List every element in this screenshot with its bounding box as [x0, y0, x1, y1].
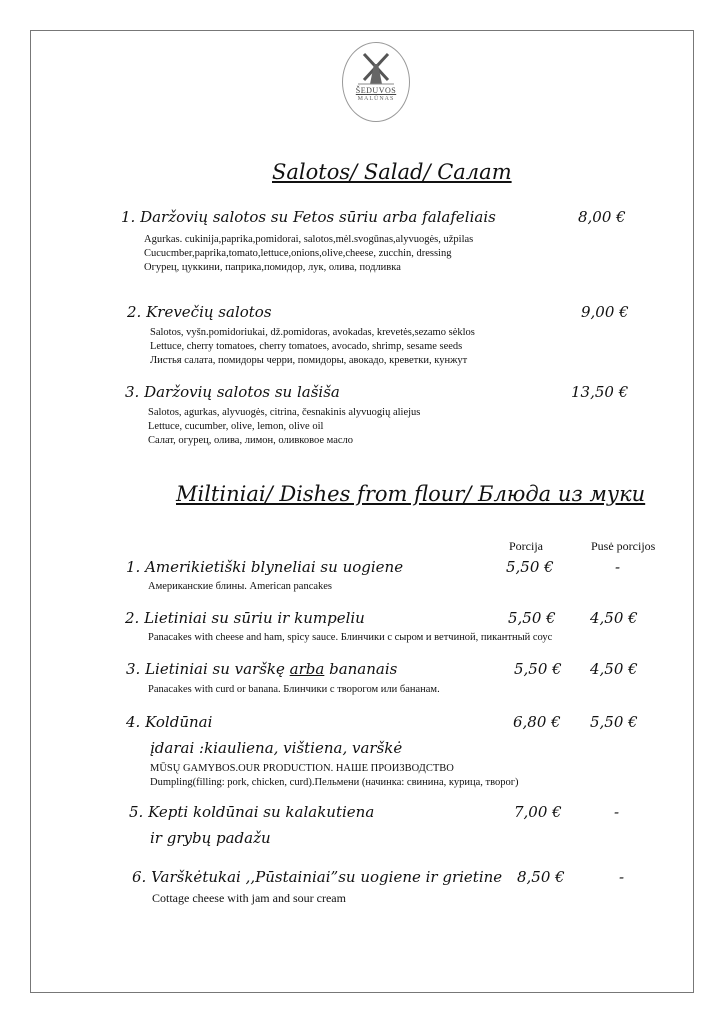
flour-6-title: 6. Varškėtukai ,,Pūstainiai”su uogiene ir grietine [132, 868, 503, 886]
salad-3-description [148, 406, 420, 448]
salad-1-description [144, 233, 473, 275]
flour-2-description [148, 631, 552, 645]
description-line: Cucucmber,paprika,tomato,lettuce,onions,olive,cheese, zucchin, dressing [144, 248, 452, 259]
salad-2-description [150, 326, 475, 368]
description-line: Листья салата, помидоры черри, помидоры, авокадо, креветки, кунжут [150, 355, 468, 366]
flour-2-half-price: 4,50 € [590, 609, 638, 627]
description-line: Salotos, vyšn.pomidoriukai, dž.pomidoras, avokadas, krevetės,sezamo sėklos [150, 327, 475, 338]
salad-3-price: 13,50 € [571, 383, 629, 401]
flour-3-title [126, 660, 397, 678]
flour-3-description [148, 683, 440, 697]
title-underlined-part: arba [289, 660, 325, 678]
salad-1-title: 1. Daržovių salotos su Fetos sūriu arba falafeliais [121, 208, 496, 226]
description-line: MŪSŲ GAMYBOS.OUR PRODUCTION. НАШЕ ПРОИЗВОДСТВО [150, 763, 454, 774]
flour-5-price: 7,00 € [514, 803, 562, 821]
description-line: Lettuce, cherry tomatoes, cherry tomatoes, avocado, shrimp, sesame seeds [150, 341, 463, 352]
description-line: Американские блины. American pancakes [148, 581, 333, 592]
description-line: Салат, огурец, олива, лимон, оливковое масло [148, 435, 354, 446]
flour-6-price: 8,50 € [517, 868, 565, 886]
flour-1-price: 5,50 € [506, 558, 554, 576]
half-portion-column-header: Pusė porcijos [591, 539, 656, 553]
description-line: Panacakes with curd or banana. Блинчики с творогом или бананам. [148, 684, 440, 695]
description-line: Dumpling(filling: pork, chicken, curd).Пельмени (начинка: свинина, курица, творог) [150, 777, 519, 788]
flour-4-half-price: 5,50 € [590, 713, 638, 731]
description-line: Lettuce, cucumber, olive, lemon, olive oil [148, 421, 324, 432]
flour-4-title: 4. Koldūnai [126, 713, 213, 731]
flour-4-description [150, 762, 519, 790]
flour-6-description [152, 891, 346, 905]
logo-name: ŠEDUVOS [355, 86, 397, 95]
flour-heading: Miltiniai/ Dishes from flour/ Блюда из муки [176, 482, 646, 506]
description-line: Panacakes with cheese and ham, spicy sauce. Блинчики с сыром и ветчиной, пикантный соус [148, 632, 553, 643]
flour-5-half-price: - [614, 803, 620, 821]
flour-4-price: 6,80 € [513, 713, 561, 731]
flour-4-title-line-2: įdarai :kiauliena, vištiena, varškė [150, 739, 403, 757]
title-part: bananais [324, 660, 398, 678]
flour-6-half-price: - [619, 868, 625, 886]
flour-5-title: 5. Kepti koldūnai su kalakutiena [129, 803, 375, 821]
salad-2-title: 2. Krevečių salotos [127, 303, 272, 321]
windmill-icon [356, 50, 396, 86]
salad-3-title: 3. Daržovių salotos su lašiša [125, 383, 340, 401]
flour-1-title: 1. Amerikietiški blyneliai su uogiene [126, 558, 404, 576]
portion-column-header: Porcija [509, 539, 543, 553]
flour-3-half-price: 4,50 € [590, 660, 638, 678]
logo-subtitle: MALŪNAS [357, 96, 395, 102]
flour-3-price: 5,50 € [514, 660, 562, 678]
flour-1-half-price: - [615, 558, 621, 576]
flour-1-description [148, 580, 332, 594]
salad-heading: Salotos/ Salad/ Салат [272, 160, 512, 184]
logo [342, 42, 410, 122]
salad-1-price: 8,00 € [578, 208, 626, 226]
flour-2-title: 2. Lietiniai su sūriu ir kumpeliu [125, 609, 365, 627]
description-line: Cottage cheese with jam and sour cream [152, 891, 346, 905]
description-line: Огурец, цуккини, паприка,помидор, лук, олива, подливка [144, 262, 401, 273]
flour-5-title-line-2: ir grybų padažu [150, 829, 271, 847]
title-part: 3. Lietiniai su varškę [126, 660, 290, 678]
description-line: Agurkas. cukinija,paprika,pomidorai, salotos,mėl.svogūnas,alyvuogės, užpilas [144, 234, 474, 245]
salad-2-price: 9,00 € [581, 303, 629, 321]
flour-2-price: 5,50 € [508, 609, 556, 627]
description-line: Salotos, agurkas, alyvuogės, citrina, česnakinis alyvuogių aliejus [148, 407, 421, 418]
